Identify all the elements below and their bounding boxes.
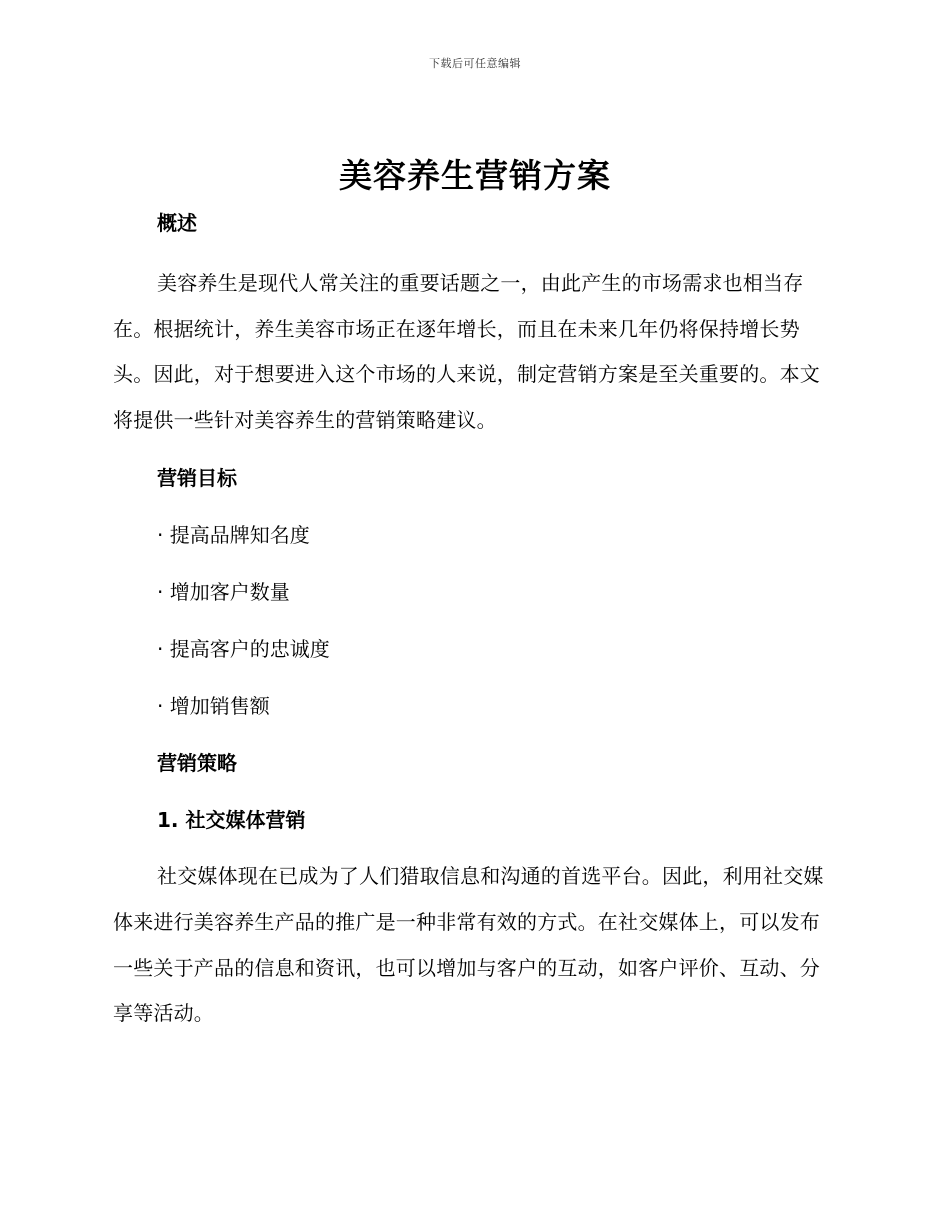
goal-item-3: · 提高客户的忠诚度 bbox=[157, 637, 330, 662]
goals-heading: 营销目标 bbox=[157, 466, 237, 491]
goal-item-4: · 增加销售额 bbox=[157, 694, 270, 719]
document-body bbox=[113, 200, 833, 1037]
header-note: 下载后可任意编辑 bbox=[429, 57, 521, 70]
strategy-sub1-heading: 1. 社交媒体营销 bbox=[157, 808, 306, 833]
goal-item-2: · 增加客户数量 bbox=[157, 580, 290, 605]
overview-paragraph: 美容养生是现代人常关注的重要话题之一，由此产生的市场需求也相当存在。根据统计，养生美容市场正在逐年增长，而且在未来几年仍将保持增长势头。因此，对于想要进入这个市场的人来说，制定营销方案是至关重要的。本文将提供一些针对美容养生的营销策略建议。 bbox=[113, 271, 820, 432]
overview-heading: 概述 bbox=[157, 211, 197, 235]
strategy-sub1-paragraph: 社交媒体现在已成为了人们猎取信息和沟通的首选平台。因此，利用社交媒体来进行美容养生产品的推广是一种非常有效的方式。在社交媒体上，可以发布一些关于产品的信息和资讯，也可以增加与客户的互动，如客户评价、互动、分享等活动。 bbox=[113, 864, 824, 1026]
document-title: 美容养生营销方案 bbox=[339, 156, 611, 195]
strategy-heading: 营销策略 bbox=[157, 751, 237, 776]
goal-item-1: · 提高品牌知名度 bbox=[157, 523, 310, 548]
